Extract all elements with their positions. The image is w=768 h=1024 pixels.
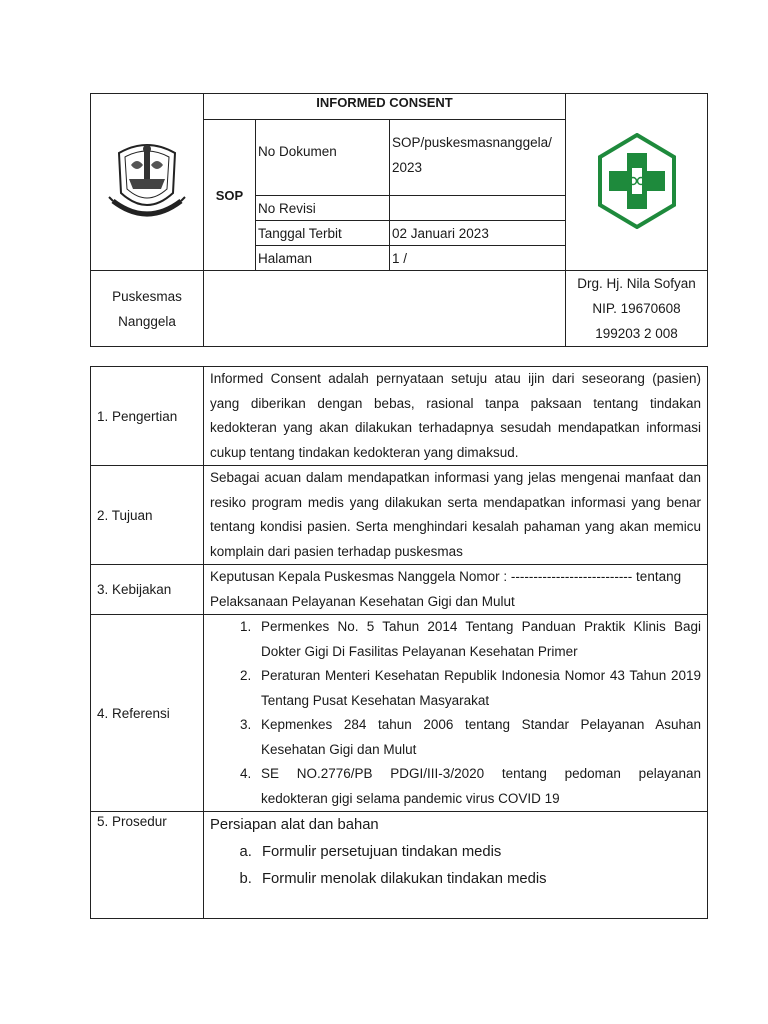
prosedur-item: b. Formulir menolak dilakukan tindakan medis (256, 866, 701, 893)
prosedur-item: a. Formulir persetujuan tindakan medis (256, 839, 701, 866)
section-title-pengertian: 1. Pengertian (91, 367, 204, 466)
field-label-no-dokumen: No Dokumen (256, 120, 390, 196)
signer-block (566, 271, 708, 347)
field-value-tanggal-terbit: 02 Januari 2023 (390, 221, 566, 246)
signer-nip-line-2: 199203 2 008 (595, 326, 678, 341)
field-value-no-dokumen: SOP/puskesmasnanggela/ 2023 (390, 120, 566, 196)
section-title-referensi: 4. Referensi (91, 615, 204, 812)
section-list-referensi (204, 615, 708, 812)
reference-item: 2. Peraturan Menteri Kesehatan Republik Indonesia Nomor 43 Tahun 2019 Tentang Pusat Kesehatan Masyarakat (255, 664, 701, 713)
section-title-prosedur: 5. Prosedur (91, 812, 204, 919)
reference-item: 4. SE NO.2776/PB PDGI/III-3/2020 tentang pedoman pelayanan kedokteran gigi selama pandemic virus COVID 19 (255, 762, 701, 811)
organization-line-2: Nanggela (118, 313, 176, 329)
organization-line-1: Puskesmas (112, 288, 182, 304)
section-text-tujuan: Sebagai acuan dalam mendapatkan informasi yang jelas mengenai manfaat dan resiko program medis yang dilakukan serta mendapatkan informasi yang benar tentang kondisi pasien. Serta menghindari kesalah pahaman yang akan memicu komplain dari pasien terhadap puskesmas (204, 466, 708, 565)
sop-content-table (90, 366, 708, 919)
section-text-pengertian: Informed Consent adalah pernyataan setuju atau ijin dari seseorang (pasien) yang diberikan dengan bebas, rasional tanpa paksaan tentang tindakan kedokteran yang akan dilakukan terhadapnya sesudah mendapatkan informasi cukup tentang tindakan kedokteran yang dimaksud. (204, 367, 708, 466)
signer-name: Drg. Hj. Nila Sofyan (577, 276, 696, 291)
empty-cell (204, 271, 566, 347)
document-title: INFORMED CONSENT (204, 94, 566, 120)
section-title-kebijakan: 3. Kebijakan (91, 565, 204, 615)
signer-nip-line-1: NIP. 19670608 (592, 301, 681, 316)
field-value-no-revisi (390, 196, 566, 221)
header-table (90, 93, 708, 347)
reference-item: 3. Kepmenkes 284 tahun 2006 tentang Standar Pelayanan Asuhan Kesehatan Gigi dan Mulut (255, 713, 701, 762)
regional-emblem-cell (91, 94, 204, 271)
reference-item: 1. Permenkes No. 5 Tahun 2014 Tentang Panduan Praktik Klinis Bagi Dokter Gigi Di Fasilitas Pelayanan Kesehatan Primer (255, 615, 701, 664)
field-label-no-revisi: No Revisi (256, 196, 390, 221)
organization-name (91, 271, 204, 347)
section-title-tujuan: 2. Tujuan (91, 466, 204, 565)
puskesmas-logo-icon (597, 133, 677, 229)
field-label-halaman: Halaman (256, 246, 390, 271)
sop-label: SOP (204, 120, 256, 271)
section-content-prosedur (204, 812, 708, 919)
field-value-halaman: 1 / (390, 246, 566, 271)
regional-emblem-icon (107, 135, 187, 227)
section-text-kebijakan: Keputusan Kepala Puskesmas Nanggela Nomor : --------------------------- tentang Pelaksanaan Pelayanan Kesehatan Gigi dan Mulut (204, 565, 708, 615)
puskesmas-logo-cell (566, 94, 708, 271)
field-label-tanggal-terbit: Tanggal Terbit (256, 221, 390, 246)
prosedur-intro: Persiapan alat dan bahan (210, 817, 379, 833)
